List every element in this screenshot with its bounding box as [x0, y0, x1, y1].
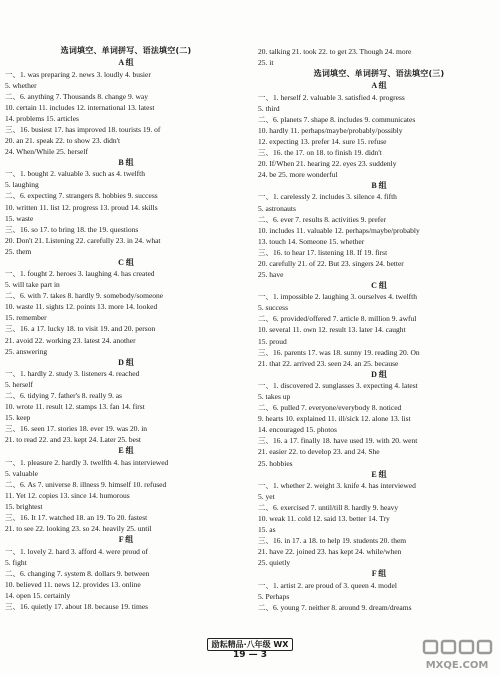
- answer-line: 5. valuable: [5, 469, 38, 478]
- answer-line: 5. takes up: [258, 392, 291, 402]
- group-heading: E 组: [118, 446, 134, 456]
- answer-line: 二、6. tidying 7. father's 8. really 9. as: [5, 391, 122, 401]
- answer-line: 三、16. a 17. finally 18. have used 19. with 20. went: [258, 436, 418, 446]
- answer-line: 15. proud: [258, 336, 287, 346]
- answer-line: 10. written 11. list 12. progress 13. proud 14. skills: [5, 202, 158, 212]
- answer-line: 一、1. herself 2. valuable 3. satisfied 4. progress: [258, 92, 405, 102]
- right-column: [258, 46, 500, 613]
- answer-line: 5. third: [258, 103, 280, 113]
- answer-line: 21. easier 22. to develop 23. and 24. She: [258, 447, 380, 457]
- answer-line: 二、6. young 7. neither 8. around 9. dream/dreams: [258, 603, 412, 613]
- answer-line: 二、6. changing 7. system 8. dollars 9. between: [5, 568, 150, 578]
- answer-line: 21. that 22. arrived 23. seen 24. an 25. because: [258, 358, 399, 368]
- answer-line: 10. waste 11. sights 12. points 13. more 14. looked: [5, 302, 158, 312]
- answer-line: 20. carefully 21. of 22. But 23. singers 24. better: [258, 258, 404, 268]
- answer-line: 5. yet: [258, 492, 275, 502]
- group-heading: C 组: [371, 280, 387, 290]
- answer-line: 5. will take part in: [5, 280, 60, 290]
- answer-line: 10. hardly 11. perhaps/maybe/probably/possibly: [258, 125, 403, 135]
- answer-line: 5. astronauts: [258, 203, 296, 213]
- answer-line: 5. herself: [5, 380, 33, 390]
- answer-line: 三、16. the 17. on 18. to finish 19. didn't: [258, 147, 382, 157]
- answer-line: 25. it: [258, 58, 274, 68]
- answer-line: 11. Yet 12. copies 13. since 14. humorous: [5, 491, 130, 501]
- answer-line: 二、6. As 7. universe 8. illness 9. himself 10. refused: [5, 480, 167, 490]
- answer-line: 20. an 21. speak 22. to show 23. didn't: [5, 135, 121, 145]
- answer-line: 二、6. anything 7. Thousands 8. change 9. way: [5, 91, 148, 101]
- answer-line: 一、1. artist 2. are proud of 3. queen 4. model: [258, 580, 397, 590]
- group-heading: A 组: [371, 81, 387, 91]
- answer-line: 14. problems 15. articles: [5, 113, 79, 123]
- answer-line: 三、16. so 17. to bring 18. the 19. questions: [5, 224, 139, 234]
- answer-line: 二、6. pulled 7. everyone/everybody 8. noticed: [258, 403, 402, 413]
- answer-line: 一、1. lovely 2. hard 3. afford 4. were proud of: [5, 546, 148, 556]
- answer-line: 10. several 11. own 12. result 13. later 14. caught: [258, 325, 406, 335]
- answer-line: 25. answering: [5, 346, 48, 356]
- answer-line: 10. certain 11. includes 12. international 13. latest: [5, 102, 155, 112]
- answer-line: 一、1. whether 2. weight 3. knife 4. has interviewed: [258, 481, 416, 491]
- answer-line: 二、6. planets 7. shape 8. includes 9. communicates: [258, 114, 416, 124]
- answer-line: 一、1. was preparing 2. news 3. loudly 4. busier: [5, 69, 151, 79]
- group-heading: D 组: [118, 357, 134, 367]
- answer-line: 25. quietly: [258, 558, 291, 568]
- answer-line: 一、1. carelessly 2. includes 3. silence 4. fifth: [258, 192, 397, 202]
- answer-line: 15. keep: [5, 413, 31, 423]
- watermark-text: MXQE.COM: [425, 660, 489, 671]
- answer-line: 20. If/When 21. hearing 22. eyes 23. suddenly: [258, 158, 397, 168]
- answer-line: 12. expecting 13. prefer 14. sure 15. refuse: [258, 136, 387, 146]
- answer-line: 三、16. parents 17. was 18. sunny 19. reading 20. On: [258, 347, 420, 357]
- answer-line: 21. to see 22. looking 23. so 24. heavily 25. until: [5, 524, 152, 534]
- answer-line: 14. open 15. certainly: [5, 590, 71, 600]
- answer-line: 5. laughing: [5, 180, 39, 190]
- left-groups: [5, 57, 247, 612]
- answer-line: 二、6. with 7. takes 8. hardly 9. somebody/someone: [5, 291, 164, 301]
- answer-line: 二、6. ever 7. results 8. activities 9. prefer: [258, 214, 387, 224]
- answer-line: 三、16. seen 17. stories 18. ever 19. was 20. in: [5, 424, 148, 434]
- group-heading: F 组: [118, 535, 134, 545]
- answer-line: 一、1. bought 2. valuable 3. such as 4. twelfth: [5, 169, 145, 179]
- answer-line: 三、16. to hear 17. listening 18. If 19. first: [258, 247, 388, 257]
- answer-line: 一、1. hardly 2. study 3. listeners 4. reached: [5, 369, 140, 379]
- group-heading: F 组: [371, 569, 387, 579]
- group-heading: B 组: [118, 157, 134, 167]
- answer-line: 10. includes 11. valuable 12. perhaps/maybe/probably: [258, 225, 420, 235]
- answer-line: 二、6. exercised 7. until/till 8. hardly 9. heavy: [258, 503, 399, 513]
- right-groups: [258, 80, 500, 613]
- answer-line: 三、16. quietly 17. about 18. because 19. times: [5, 602, 149, 612]
- answer-line: 一、1. discovered 2. sunglasses 3. expecting 4. latest: [258, 381, 418, 391]
- left-column: [5, 45, 247, 612]
- answer-line: 一、1. impossible 2. laughing 3. ourselves 4. twelfth: [258, 292, 417, 302]
- answer-line: 25. them: [5, 246, 32, 256]
- answer-line: 二、6. provided/offered 7. article 8. million 9. awful: [258, 314, 417, 324]
- answer-line: 三、16. a 17. lucky 18. to visit 19. and 20. person: [5, 324, 156, 334]
- answer-line: 25. have: [258, 269, 284, 279]
- answer-line: 10. believed 11. news 12. provides 13. online: [5, 579, 141, 589]
- answer-line: 21. avoid 22. working 23. latest 24. another: [5, 335, 136, 345]
- answer-line: 15. as: [258, 525, 276, 535]
- answer-line: 二、6. expecting 7. strangers 8. hobbies 9. success: [5, 191, 158, 201]
- answer-line: 9. hearts 10. explained 11. ill/sick 12. alone 13. list: [258, 414, 411, 424]
- brand-label: 励耘精品·八年级 WX: [207, 638, 294, 651]
- answer-line: 三、16. busiest 17. has improved 18. tourists 19. of: [5, 124, 161, 134]
- section-title-3: 选词填空、单词拼写、语法填空(三): [313, 69, 445, 79]
- answer-line: 15. brightest: [5, 502, 43, 512]
- answer-line: 5. Perhaps: [258, 591, 290, 601]
- answer-line: 14. encouraged 15. photos: [258, 425, 337, 435]
- right-lead-lines: [258, 46, 500, 68]
- group-heading: C 组: [118, 257, 134, 267]
- answer-line: 一、1. fought 2. heroes 3. laughing 4. has created: [5, 269, 155, 279]
- answer-line: 15. waste: [5, 213, 34, 223]
- page-number: 19 — 3: [232, 650, 268, 660]
- group-heading: E 组: [371, 469, 387, 479]
- answer-line: 20. talking 21. took 22. to get 23. Though 24. more: [258, 47, 412, 56]
- answer-line: 21. have 22. joined 23. has kept 24. while/when: [258, 547, 402, 557]
- answer-line: 10. wrote 11. result 12. stamps 13. fan 14. first: [5, 402, 145, 412]
- answer-line: 24. be 25. more wonderful: [258, 169, 338, 179]
- answer-line: 24. When/While 25. herself: [5, 146, 88, 156]
- answer-line: 三、16. It 17. watched 18. an 19. To 20. fastest: [5, 513, 148, 523]
- group-heading: B 组: [371, 180, 387, 190]
- watermark-logo-icon: [418, 638, 496, 674]
- answer-line: 5. fight: [5, 557, 27, 567]
- answer-line: 5. success: [258, 303, 288, 313]
- answer-line: 13. touch 14. Someone 15. whether: [258, 236, 365, 246]
- answer-line: 三、16. in 17. a 18. to help 19. students 20. them: [258, 536, 407, 546]
- answer-line: 15. remember: [5, 313, 47, 323]
- answer-line: 一、1. pleasure 2. hardly 3. twelfth 4. has interviewed: [5, 457, 169, 467]
- answer-line: 20. Don't 21. Listening 22. carefully 23. in 24. what: [5, 235, 161, 245]
- answer-line: 5. whether: [5, 80, 37, 90]
- answer-line: 21. to read 22. and 23. kept 24. Later 25. best: [5, 435, 142, 445]
- group-heading: A 组: [118, 58, 134, 67]
- group-heading: D 组: [371, 369, 387, 379]
- answer-line: 10. weak 11. cold 12. said 13. better 14. Try: [258, 514, 390, 524]
- answer-line: 25. hobbies: [258, 458, 293, 468]
- section-title-2: 选词填空、单词拼写、语法填空(二): [60, 46, 192, 55]
